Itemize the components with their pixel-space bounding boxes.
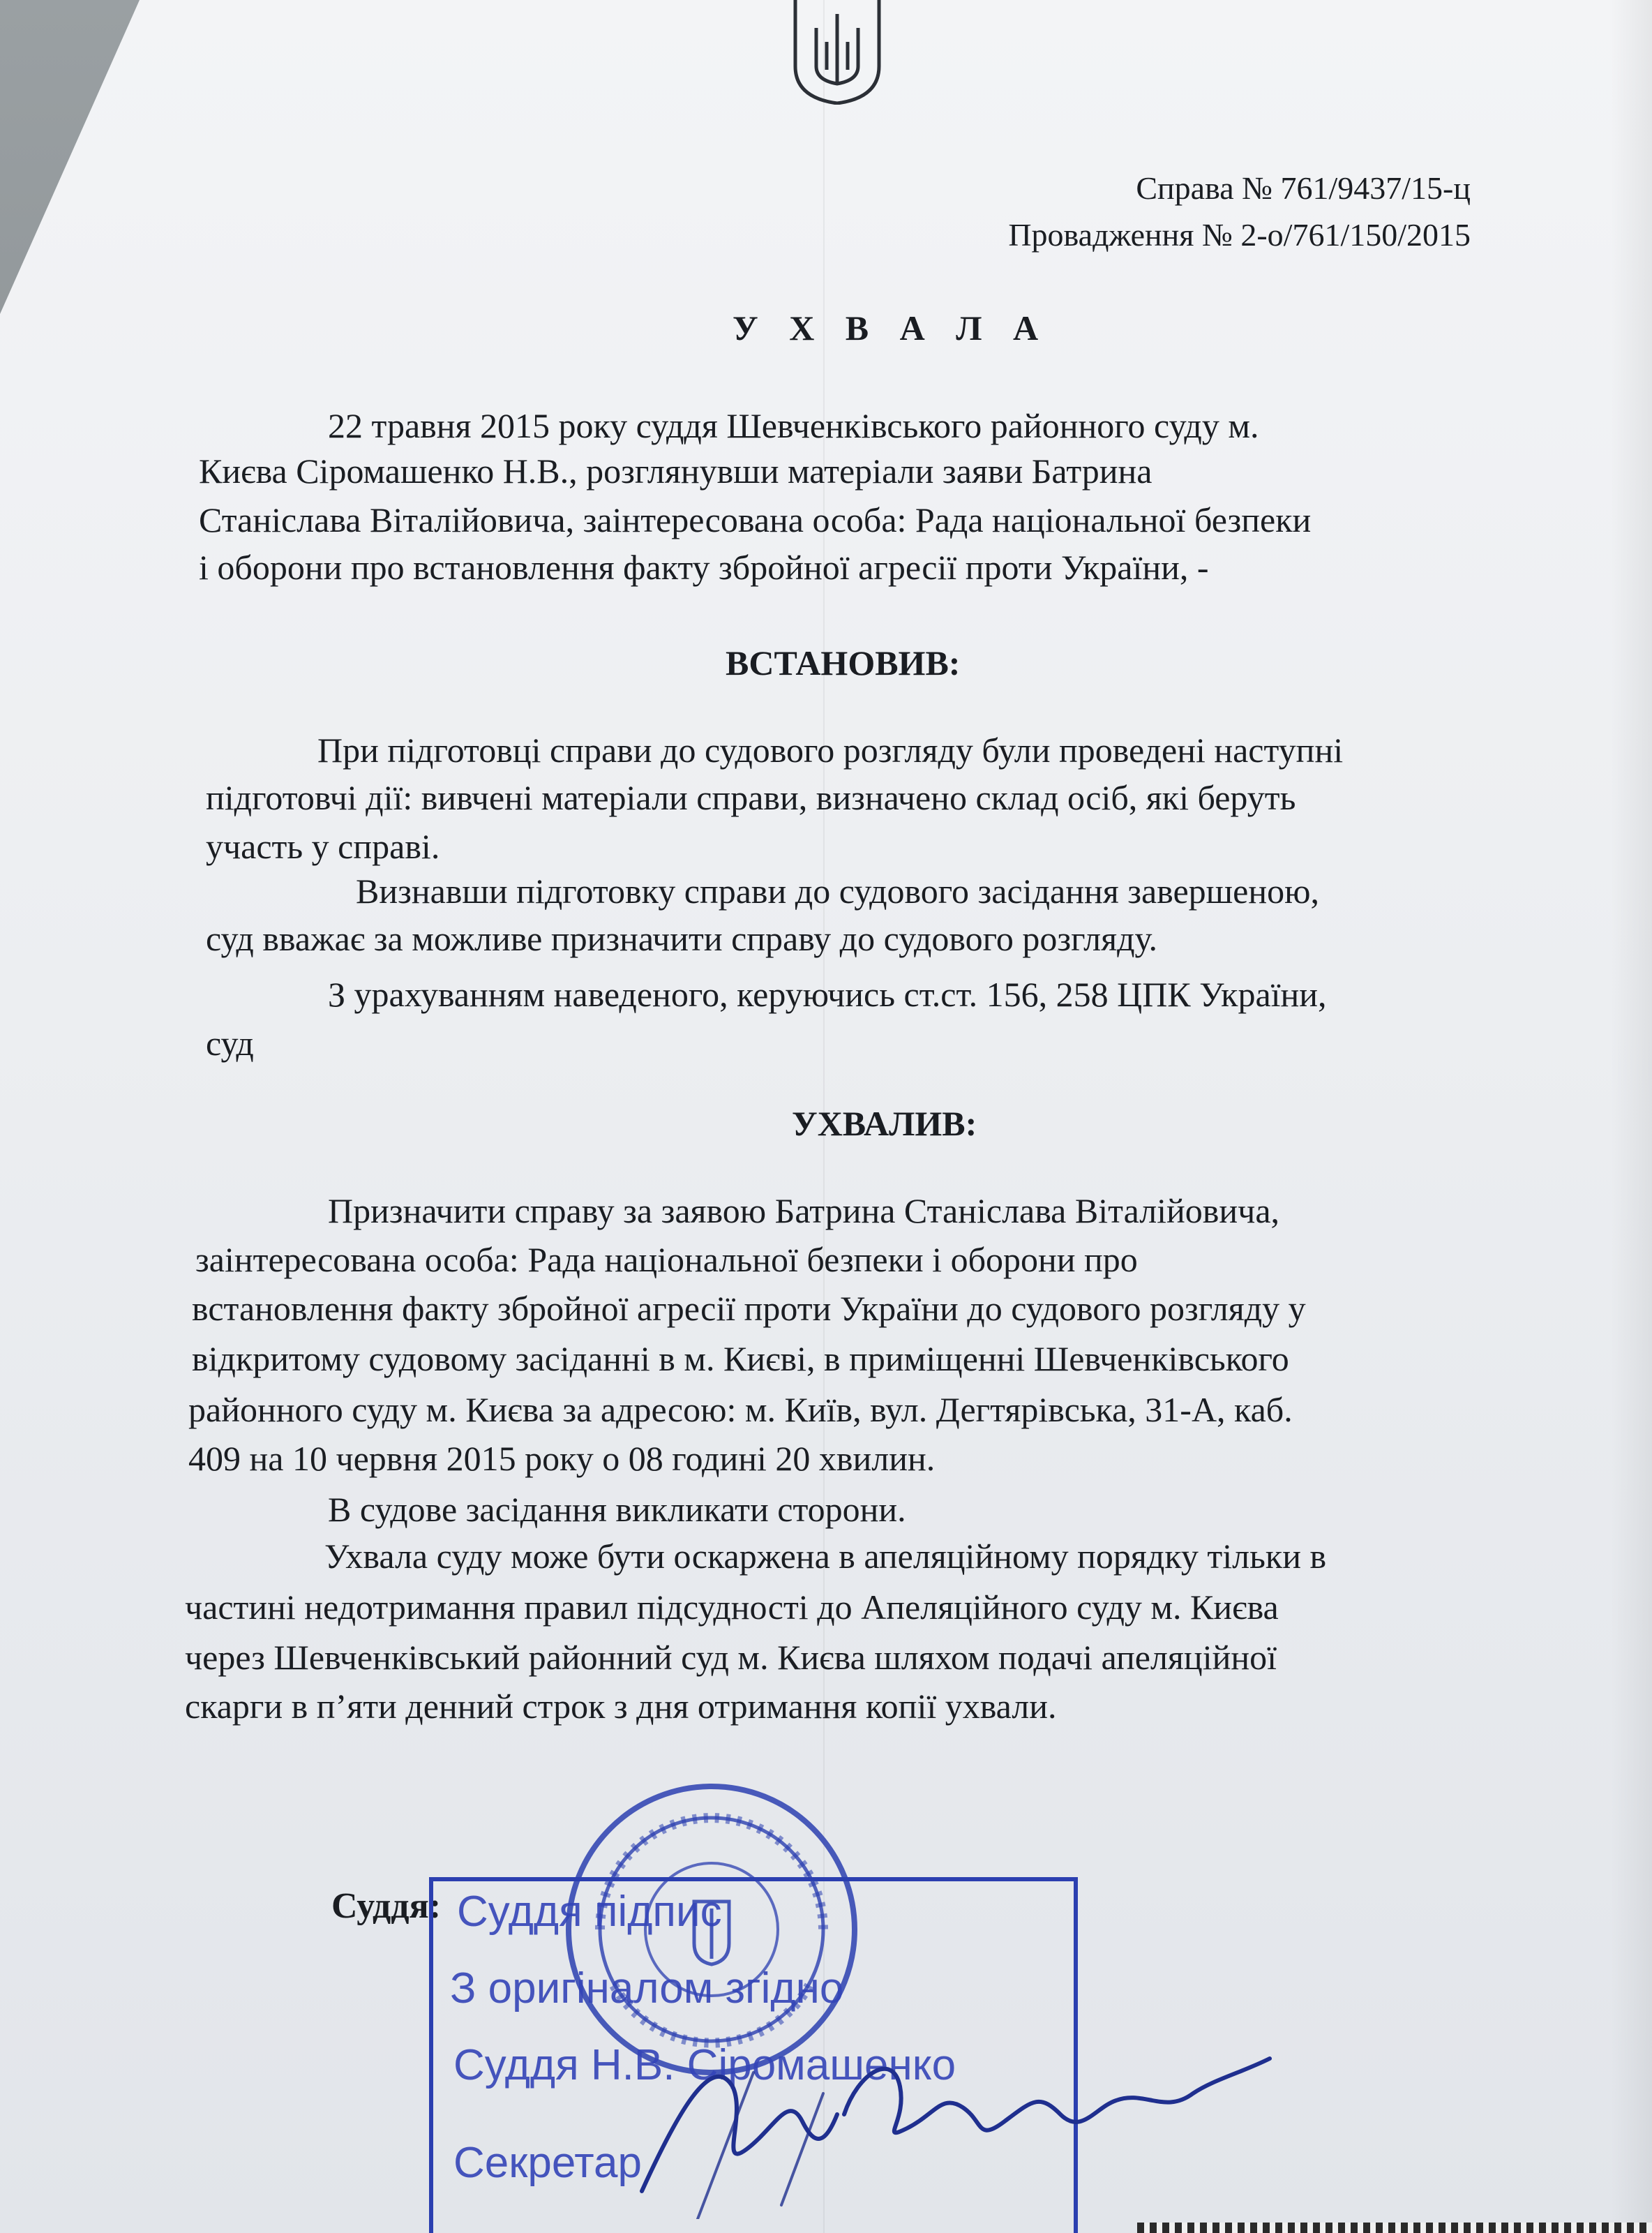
decided-line-4: відкритому судовому засіданні в м. Києві, в приміщенні Шевченківського: [192, 1339, 1289, 1378]
decided-line-6: 409 на 10 червня 2015 року о 08 годині 20 хвилин.: [188, 1439, 936, 1478]
established-line-2: підготовчі дії: вивчені матеріали справи, визначено склад осіб, які беруть: [206, 778, 1296, 817]
intro-line-4: і оборони про встановлення факту збройної агресії проти України, -: [199, 548, 1209, 587]
established-line-5: суд вважає за можливе призначити справу до судового розгляду.: [206, 919, 1158, 958]
judge-label: Суддя:: [331, 1886, 442, 1926]
case-number: Справа № 761/9437/15-ц: [1136, 170, 1471, 206]
decided-line-1: Призначити справу за заявою Батрина Станіслава Віталійовича,: [328, 1191, 1280, 1230]
coat-of-arms-icon: [792, 0, 883, 105]
intro-line-3: Станіслава Віталійовича, заінтересована особа: Рада національної безпеки: [199, 500, 1312, 539]
stamp-line-3: Суддя Н.В. Сіромашенко: [453, 2041, 956, 2089]
established-line-1: При підготовці справи до судового розгляду були проведені наступні: [317, 731, 1344, 770]
section-decided: УХВАЛИВ:: [792, 1104, 977, 1143]
section-established: ВСТАНОВИВ:: [726, 643, 961, 682]
established-line-3: участь у справі.: [206, 827, 440, 866]
decided-line-3: встановлення факту збройної агресії проти України до судового розгляду у: [192, 1289, 1306, 1328]
decided-line-10: через Шевченківський районний суд м. Києва шляхом подачі апеляційної: [185, 1638, 1277, 1677]
document-title: У Х В А Л А: [733, 308, 1050, 348]
stamp-line-1: Суддя підпис: [457, 1888, 722, 1936]
established-line-4: Визнавши підготовку справи до судового засідання завершеною,: [356, 872, 1319, 911]
established-line-7: суд: [206, 1024, 254, 1063]
decided-line-8: Ухвала суду може бути оскаржена в апеляційному порядку тільки в: [324, 1537, 1327, 1576]
stamp-line-2: З оригіналом згідно: [450, 1964, 844, 2012]
decided-line-11: скарги в п’яти денний строк з дня отримання копії ухвали.: [185, 1687, 1057, 1726]
decided-line-7: В судове засідання викликати сторони.: [328, 1490, 906, 1529]
decided-line-2: заінтересована особа: Рада національної безпеки і оборони про: [195, 1240, 1138, 1279]
page-edge-perforation: [1137, 2223, 1652, 2233]
intro-line-2: Києва Сіромашенко Н.В., розглянувши матеріали заяви Батрина: [199, 451, 1152, 491]
handwritten-signature: [614, 2010, 1284, 2219]
decided-line-9: частині недотримання правил підсудності до Апеляційного суду м. Києва: [185, 1588, 1279, 1627]
paper-edge-shadow: [1610, 0, 1652, 2233]
intro-line-1: 22 травня 2015 року суддя Шевченківського районного суду м.: [328, 406, 1259, 445]
established-line-6: З урахуванням наведеного, керуючись ст.ст. 156, 258 ЦПК України,: [328, 975, 1327, 1014]
stamp-line-4: Секретар: [453, 2139, 642, 2187]
decided-line-5: районного суду м. Києва за адресою: м. Київ, вул. Дегтярівська, 31-А, каб.: [188, 1390, 1293, 1429]
proceeding-number: Провадження № 2-о/761/150/2015: [1008, 217, 1471, 253]
